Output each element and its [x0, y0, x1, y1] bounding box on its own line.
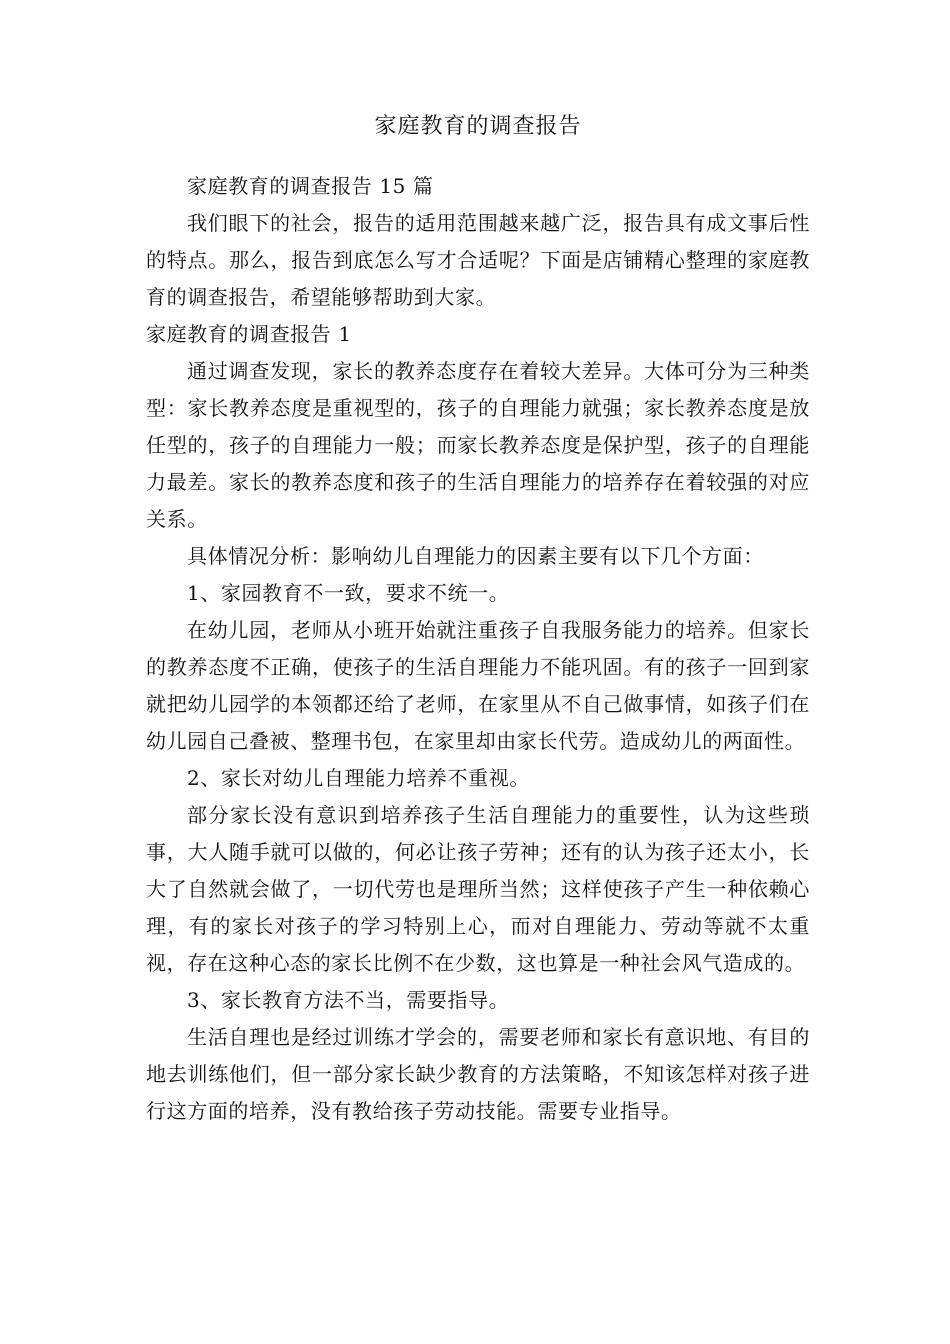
paragraph: 生活自理也是经过训练才学会的，需要老师和家长有意识地、有目的地去训练他们，但一部分家长缺少教育的方法策略，不知该怎样对孩子进行这方面的培养，没有教给孩子劳动技能。需要专业指导。	[146, 1025, 810, 1123]
paragraph: 2、家长对幼儿自理能力培养不重视。	[187, 766, 530, 790]
document-title: 家庭教育的调查报告	[374, 114, 582, 139]
paragraph: 通过调查发现，家长的教养态度存在着较大差异。大体可分为三种类型：家长教养态度是重视型的，孩子的自理能力就强；家长教养态度是放任型的，孩子的自理能力一般；而家长教养态度是保护型，孩子的自理能力最差。家长的教养态度和孩子的生活自理能力的培养存在着较强的对应关系。	[146, 359, 810, 531]
paragraph: 家庭教育的调查报告 1	[146, 322, 352, 346]
document-body	[146, 168, 810, 1130]
paragraph: 1、家园教育不一致，要求不统一。	[187, 581, 510, 605]
paragraph: 部分家长没有意识到培养孩子生活自理能力的重要性，认为这些琐事，大人随手就可以做的，何必让孩子劳神；还有的认为孩子还太小，长大了自然就会做了，一切代劳也是理所当然；这样使孩子产生一种依赖心理，有的家长对孩子的学习特别上心，而对自理能力、劳动等就不太重视，存在这种心态的家长比例不在少数，这也算是一种社会风气造成的。	[146, 803, 810, 975]
paragraph: 具体情况分析：影响幼儿自理能力的因素主要有以下几个方面：	[187, 544, 764, 568]
paragraph: 我们眼下的社会，报告的适用范围越来越广泛，报告具有成文事后性的特点。那么，报告到底怎么写才合适呢？下面是店铺精心整理的家庭教育的调查报告，希望能够帮助到大家。	[146, 211, 810, 309]
paragraph: 在幼儿园，老师从小班开始就注重孩子自我服务能力的培养。但家长的教养态度不正确，使孩子的生活自理能力不能巩固。有的孩子一回到家就把幼儿园学的本领都还给了老师，在家里从不自己做事情，如孩子们在幼儿园自己叠被、整理书包，在家里却由家长代劳。造成幼儿的两面性。	[146, 618, 810, 753]
paragraph: 家庭教育的调查报告 15 篇	[187, 174, 434, 198]
paragraph: 3、家长教育方法不当，需要指导。	[187, 988, 510, 1012]
document-page	[146, 108, 810, 1130]
